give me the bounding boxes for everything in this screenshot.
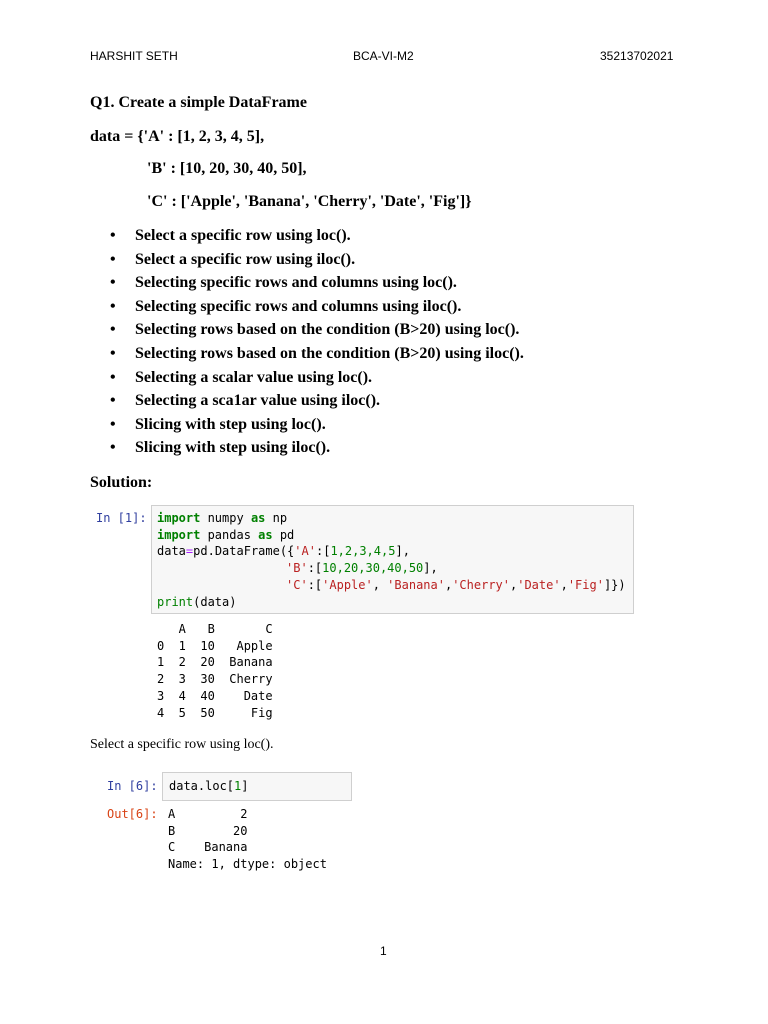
task-list: [110, 226, 524, 462]
list-item: • Selecting rows based on the condition (B>20) using iloc().: [110, 344, 524, 368]
output-line: Name: 1, dtype: object: [168, 857, 327, 872]
list-item: • Selecting a scalar value using loc().: [110, 368, 524, 392]
output-line: 3 4 40 Date: [157, 688, 273, 703]
list-item: • Slicing with step using loc().: [110, 415, 524, 439]
data-line-c: 'C' : ['Apple', 'Banana', 'Cherry', 'Date', 'Fig']}: [147, 193, 472, 210]
solution-label: Solution:: [90, 474, 153, 491]
code-line-6: print(data): [157, 594, 237, 609]
list-item: • Selecting specific rows and columns using iloc().: [110, 297, 524, 321]
code-line-3: data=pd.DataFrame({'A':[1,2,3,4,5],: [157, 544, 410, 559]
output-line: 2 3 30 Cherry: [157, 672, 273, 687]
output-line: 4 5 50 Fig: [157, 705, 273, 720]
cell1-output: [157, 621, 273, 721]
cell6-in-prompt: In [6]:: [107, 779, 158, 793]
output-line: A 2: [168, 807, 248, 821]
cell6-output: [168, 806, 327, 873]
header-course: BCA-VI-M2: [353, 49, 414, 63]
list-item: • Selecting a sca1ar value using iloc().: [110, 391, 524, 415]
data-line-b: 'B' : [10, 20, 30, 40, 50],: [147, 160, 307, 177]
output-line: 1 2 20 Banana: [157, 655, 273, 670]
code-line-2: import pandas as pd: [157, 527, 295, 542]
code-line-5: 'C':['Apple', 'Banana','Cherry','Date','Fig']}): [286, 577, 626, 592]
question-title: Q1. Create a simple DataFrame: [90, 94, 307, 111]
header-roll-number: 35213702021: [600, 49, 674, 63]
output-line: C Banana: [168, 840, 248, 855]
section-heading: Select a specific row using loc().: [90, 737, 274, 752]
output-line: 0 1 10 Apple: [157, 638, 273, 653]
data-line-a: data = {'A' : [1, 2, 3, 4, 5],: [90, 128, 265, 145]
cell1-in-prompt: In [1]:: [96, 511, 147, 525]
cell6-code-input[interactable]: [162, 772, 352, 801]
list-item: • Selecting specific rows and columns using loc().: [110, 273, 524, 297]
header-author: HARSHIT SETH: [90, 49, 178, 63]
output-line: B 20: [168, 823, 248, 838]
list-item: • Select a specific row using loc().: [110, 226, 524, 250]
cell1-code-input[interactable]: [151, 505, 634, 614]
list-item: • Select a specific row using iloc().: [110, 250, 524, 274]
page-number: 1: [380, 944, 387, 958]
list-item: • Slicing with step using iloc().: [110, 438, 524, 462]
cell6-out-prompt: Out[6]:: [107, 807, 158, 821]
code-line-1: import numpy as np: [157, 511, 288, 525]
output-line: A B C: [157, 622, 273, 636]
code-line-1: data.loc[1]: [169, 779, 249, 793]
code-line-4: 'B':[10,20,30,40,50],: [286, 561, 438, 576]
list-item: • Selecting rows based on the condition (B>20) using loc().: [110, 320, 524, 344]
